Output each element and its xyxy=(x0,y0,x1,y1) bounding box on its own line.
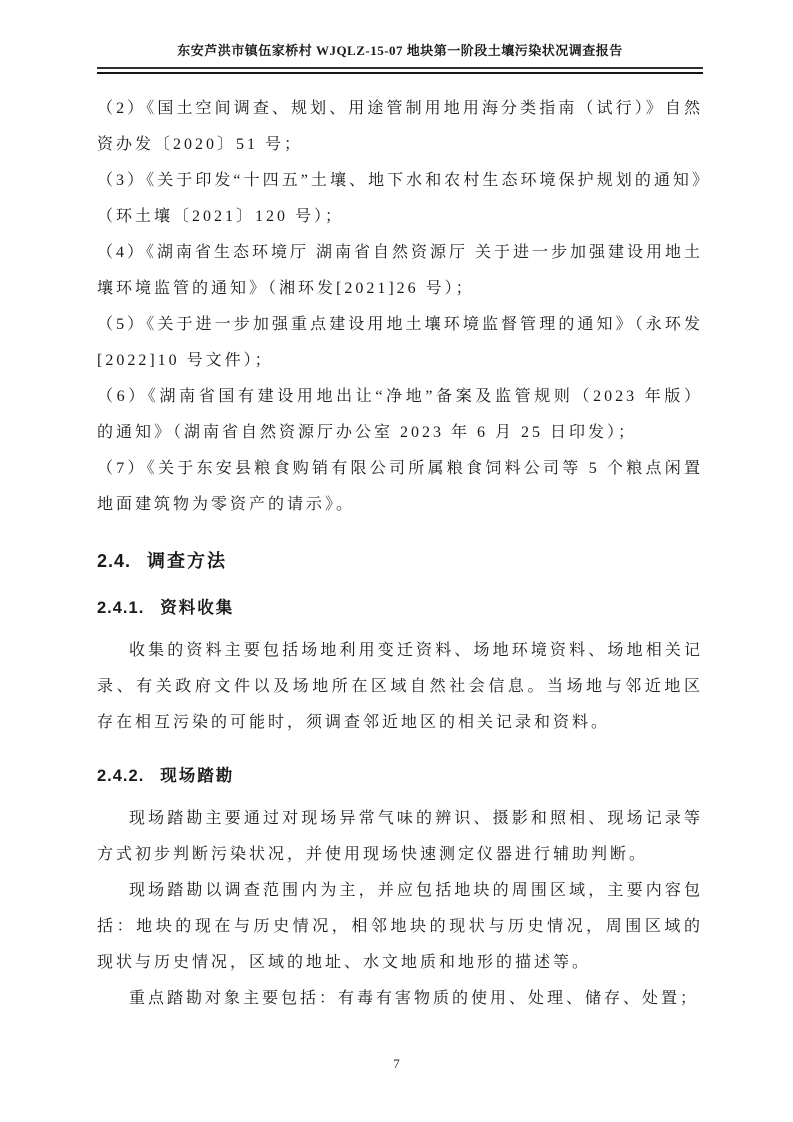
section-title-2-4-2: 现场踏勘 xyxy=(160,766,235,785)
section-number-2-4-2: 2.4.2. xyxy=(97,766,145,785)
reference-item-7: （7）《关于东安县粮食购销有限公司所属粮食饲料公司等 5 个粮点闲置地面建筑物为零资产的请示》。 xyxy=(97,459,703,513)
page-number: 7 xyxy=(393,1056,400,1071)
reference-item-4: （4）《湖南省生态环境厅 湖南省自然资源厅 关于进一步加强建设用地土壤环境监管的通知》（湘环发[2021]26 号）； xyxy=(97,243,704,297)
section-heading-2-4 xyxy=(97,547,703,575)
reference-item-6: （6）《湖南省国有建设用地出让“净地”备案及监管规则（2023 年版）的通知》（湖南省自然资源厅办公室 2023 年 6 月 25 日印发）； xyxy=(97,387,703,441)
report-title: 东安芦洪市镇伍家桥村 WJQLZ-15-07 地块第一阶段土壤污染状况调查报告 xyxy=(177,43,623,58)
page-header xyxy=(97,42,703,74)
section-number-2-4-1: 2.4.1. xyxy=(97,598,145,617)
section-number-2-4: 2.4. xyxy=(97,550,132,571)
document-body xyxy=(97,91,703,1017)
page-footer xyxy=(0,1056,793,1072)
reference-item-5: （5）《关于进一步加强重点建设用地土壤环境监督管理的通知》（永环发[2022]10 号文件）； xyxy=(97,315,703,369)
section-title-2-4-1: 资料收集 xyxy=(160,598,235,617)
header-double-rule xyxy=(97,67,703,74)
paragraph-site-survey-2: 现场踏勘以调查范围内为主，并应包括地块的周围区域，主要内容包括：地块的现在与历史情况，相邻地块的现状与历史情况，周围区域的现状与历史情况，区域的地址、水文地质和地形的描述等。 xyxy=(97,881,703,971)
section-heading-2-4-1 xyxy=(97,595,703,621)
reference-item-3: （3）《关于印发“十四五”土壤、地下水和农村生态环境保护规划的通知》（环土壤〔2021〕120 号）； xyxy=(97,171,703,225)
paragraph-site-survey-3: 重点踏勘对象主要包括：有毒有害物质的使用、处理、储存、处置； xyxy=(129,989,700,1007)
section-heading-2-4-2 xyxy=(97,763,703,789)
section-title-2-4: 调查方法 xyxy=(147,550,228,571)
paragraph-data-collection: 收集的资料主要包括场地利用变迁资料、场地环境资料、场地相关记录、有关政府文件以及场地所在区域自然社会信息。当场地与邻近地区存在相互污染的可能时，须调查邻近地区的相关记录和资料。 xyxy=(97,641,703,731)
reference-item-2: （2）《国土空间调查、规划、用途管制用地用海分类指南（试行）》自然资办发〔2020〕51 号； xyxy=(97,99,703,153)
paragraph-site-survey-1: 现场踏勘主要通过对现场异常气味的辨识、摄影和照相、现场记录等方式初步判断污染状况，并使用现场快速测定仪器进行辅助判断。 xyxy=(97,809,703,863)
